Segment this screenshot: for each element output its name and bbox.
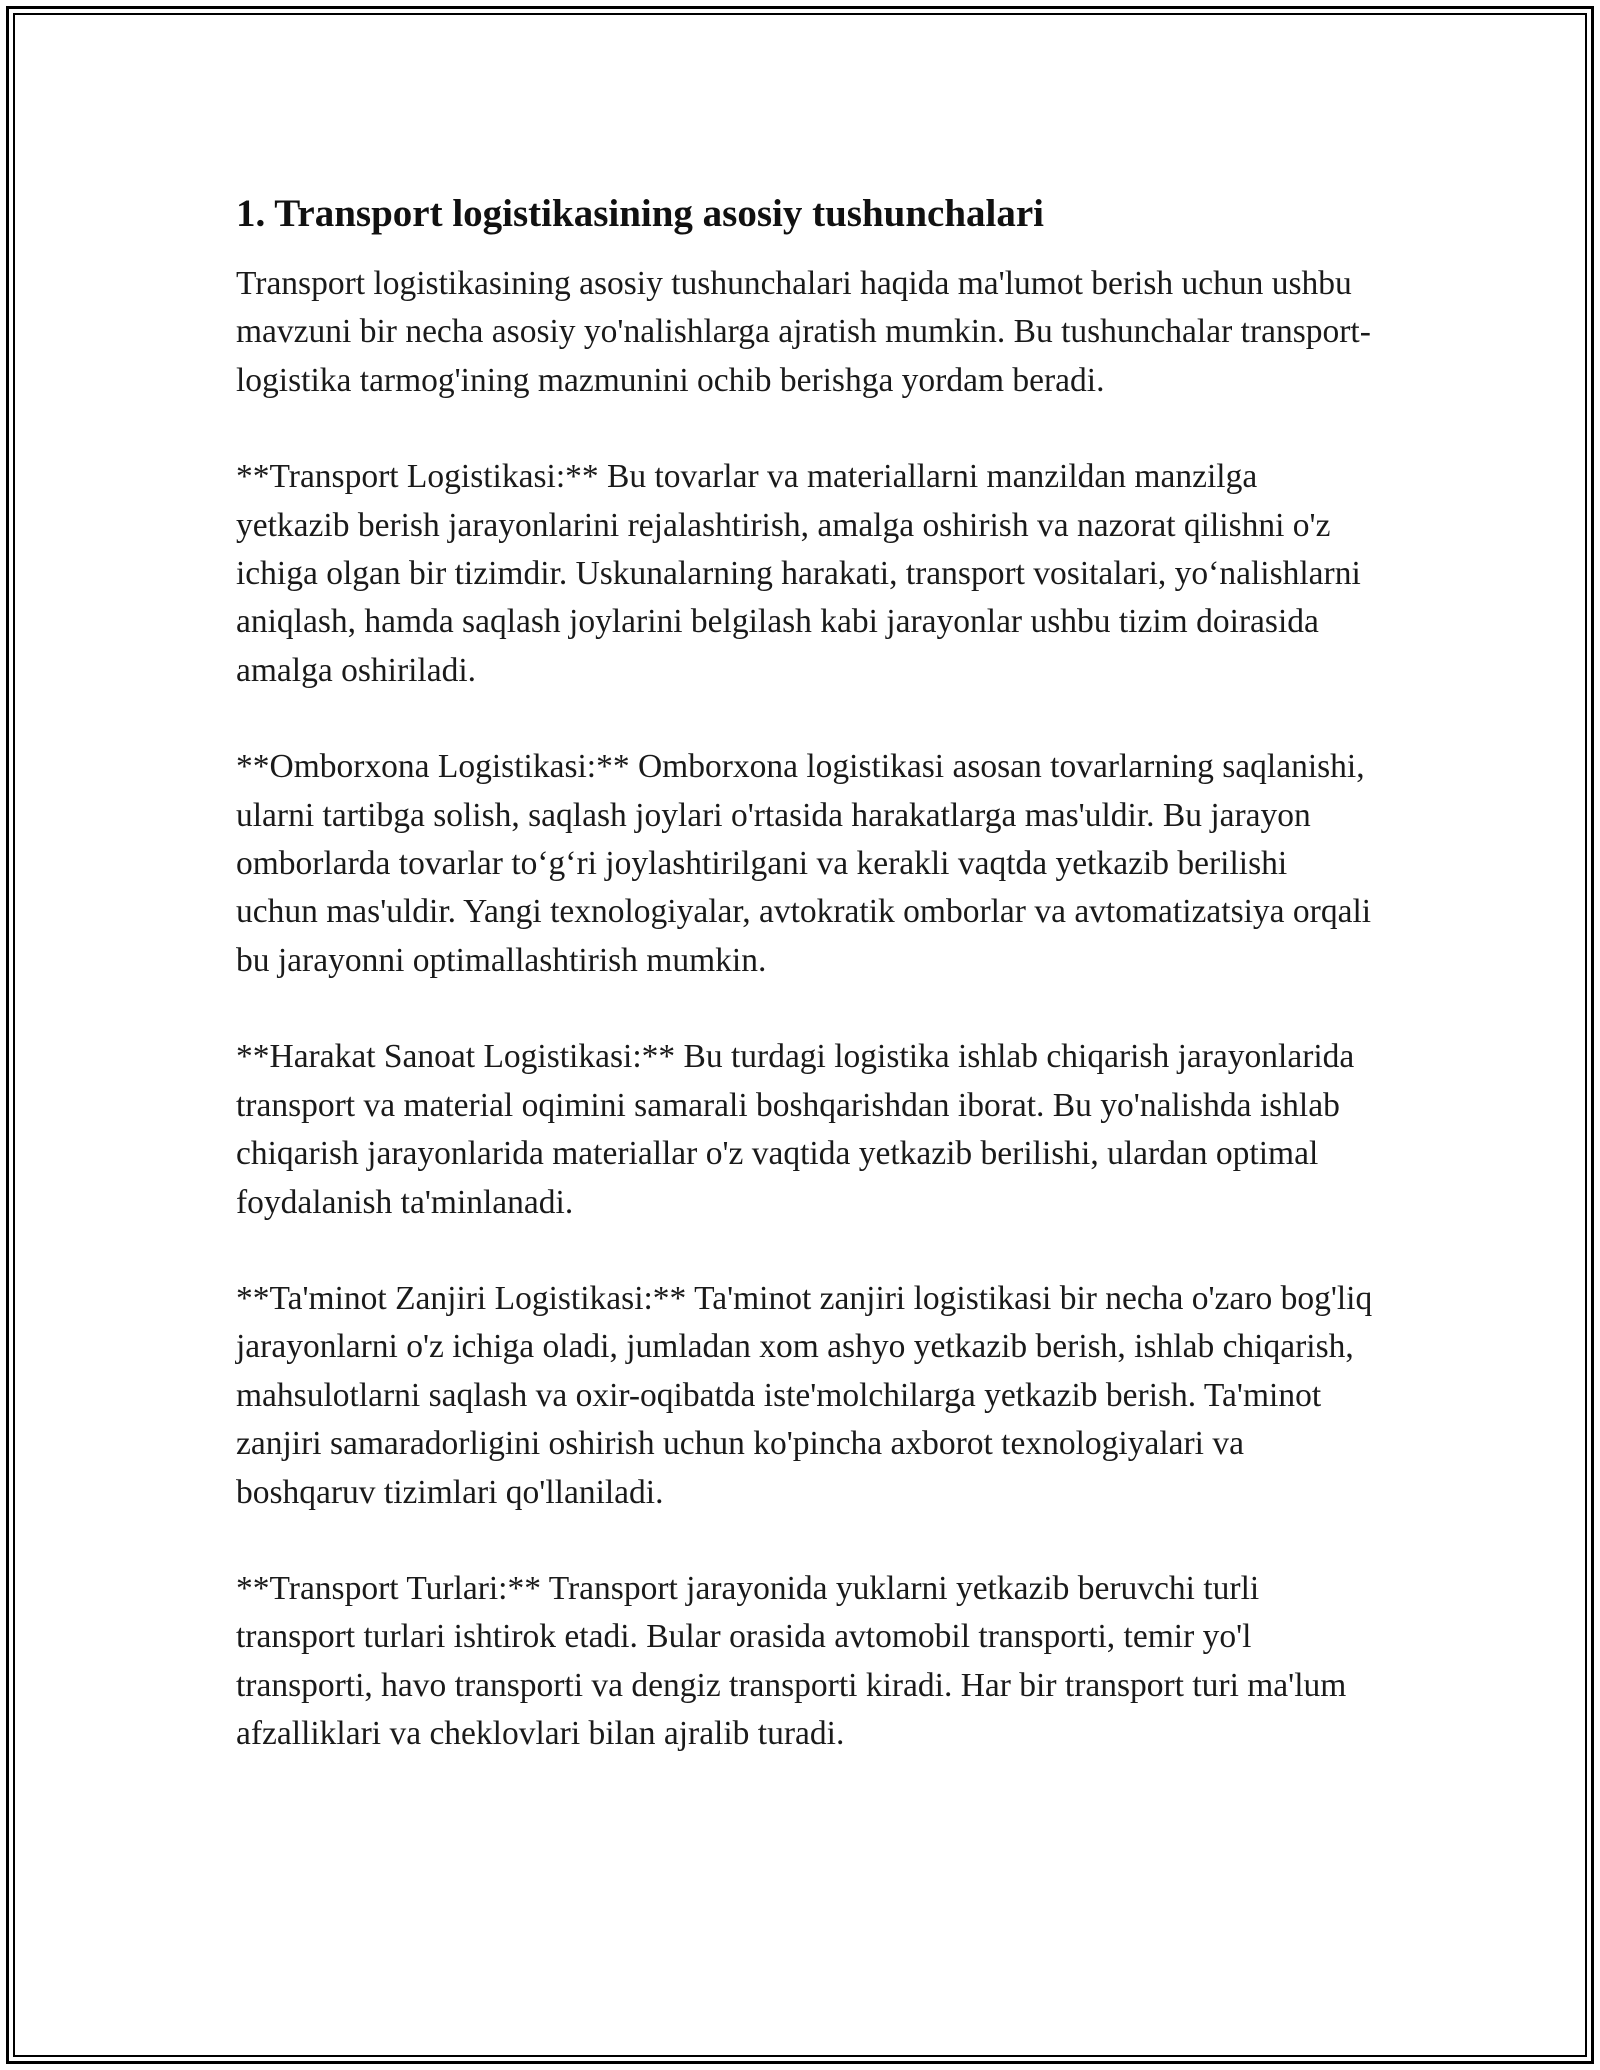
section-heading: 1. Transport logistikasining asosiy tushunchalari [236,192,1045,235]
paragraph-omborxona-logistikasi: **Omborxona Logistikasi:** Omborxona logistikasi asosan tovarlarning saqlanishi, ularni tartibga solish, saqlash joylari o'rtasida harakatlarga mas'uldir. Bu jarayon omborlarda tovarlar to‘g‘ri joylashtirilgani va kerakli vaqtda yetkazib berilishi uchun mas'uldir. Yangi texnologiyalar, avtokratik omborlar va avtomatizatsiya orqali bu jarayonni optimallashtirish mumkin. [236,748,1372,979]
paragraph-transport-turlari: **Transport Turlari:** Transport jarayonida yuklarni yetkazib beruvchi turli transport turlari ishtirok etadi. Bular orasida avtomobil transporti, temir yo'l transporti, havo transporti va dengiz transporti kiradi. Har bir transport turi ma'lum afzalliklari va cheklovlari bilan ajralib turadi. [236,1569,1347,1753]
paragraph-harakat-sanoat-logistikasi: **Harakat Sanoat Logistikasi:** Bu turdagi logistika ishlab chiqarish jarayonlarida transport va material oqimini samarali boshqarishdan iborat. Bu yo'nalishda ishlab chiqarish jarayonlarida materiallar o'z vaqtida yetkazib berilishi, ulardan optimal foydalanish ta'minlanadi. [236,1038,1355,1221]
document-body [236,188,1376,1807]
paragraph-taminot-zanjiri-logistikasi: **Ta'minot Zanjiri Logistikasi:** Ta'minot zanjiri logistikasi bir necha o'zaro bog'liq jarayonlarni o'z ichiga oladi, jumladan xom ashyo yetkazib berish, ishlab chiqarish, mahsulotlarni saqlash va oxir-oqibatda iste'molchilarga yetkazib berish. Ta'minot zanjiri samaradorligini oshirish uchun ko'pincha axborot texnologiyalari va boshqaruv tizimlari qo'llaniladi. [236,1279,1373,1511]
paragraph-intro: Transport logistikasining asosiy tushunchalari haqida ma'lumot berish uchun ushbu mavzuni bir necha asosiy yo'nalishlarga ajratish mumkin. Bu tushunchalar transport-logistika tarmog'ining mazmunini ochib berishga yordam beradi. [236,265,1371,399]
paragraph-transport-logistikasi: **Transport Logistikasi:** Bu tovarlar va materiallarni manzildan manzilga yetkazib berish jarayonlarini rejalashtirish, amalga oshirish va nazorat qilishni o'z ichiga olgan bir tizimdir. Uskunalarning harakati, transport vositalari, yo‘nalishlarni aniqlash, hamda saqlash joylarini belgilash kabi jarayonlar ushbu tizim doirasida amalga oshiriladi. [236,458,1361,689]
